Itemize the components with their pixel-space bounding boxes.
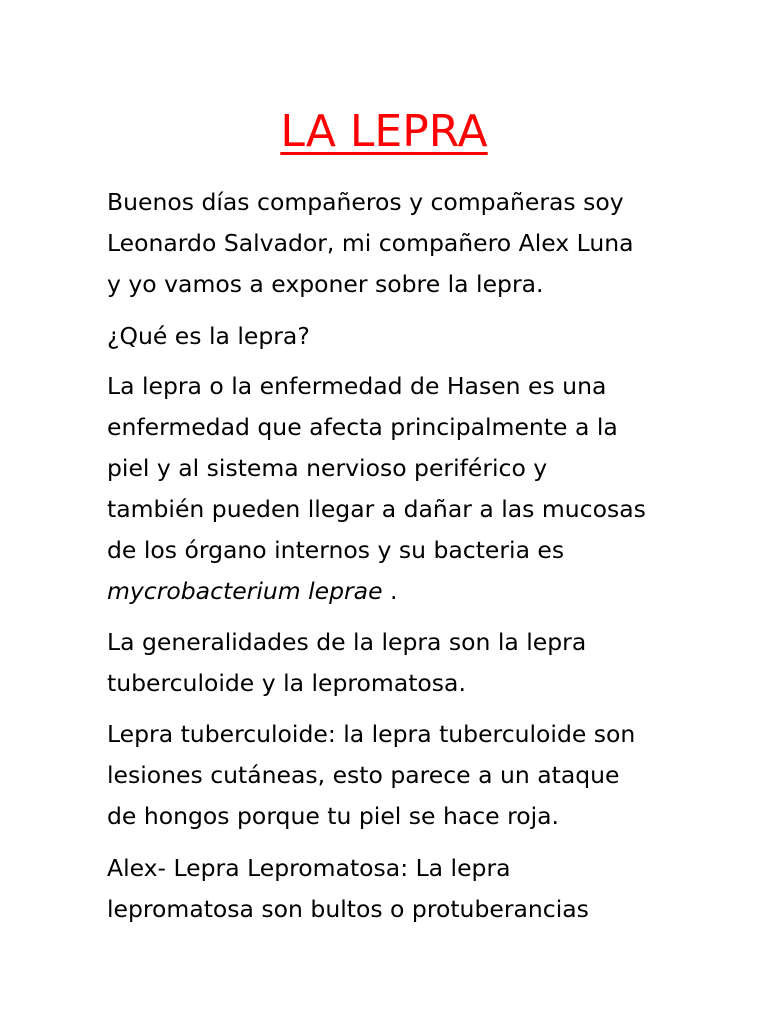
bacteria-name: mycrobacterium leprae — [107, 577, 383, 605]
paragraph-definition — [107, 366, 687, 612]
paragraph-generalities — [107, 622, 687, 704]
paragraph-lepromatous — [107, 848, 687, 930]
text-line: de hongos porque tu piel se hace roja. — [107, 802, 560, 830]
text-line: enfermedad que afecta principalmente a la — [107, 413, 618, 441]
paragraph-question — [107, 316, 687, 357]
text-line: tuberculoide y la lepromatosa. — [107, 669, 466, 697]
text-line-bacteria — [107, 571, 687, 612]
paragraph-greeting — [107, 182, 687, 305]
text-line: La lepra o la enfermedad de Hasen es una — [107, 372, 607, 400]
text-line: Buenos días compañeros y compañeras soy — [107, 188, 624, 216]
paragraph-tuberculoid — [107, 714, 687, 837]
text-line: ¿Qué es la lepra? — [107, 322, 310, 350]
text-line: piel y al sistema nervioso periférico y — [107, 454, 548, 482]
text-line: Lepra tuberculoide: la lepra tuberculoide son — [107, 720, 636, 748]
text-line: lepromatosa son bultos o protuberancias — [107, 895, 589, 923]
text-line: Alex- Lepra Lepromatosa: La lepra — [107, 854, 511, 882]
text-line: también pueden llegar a dañar a las mucosas — [107, 495, 646, 523]
bacteria-suffix: . — [382, 577, 398, 605]
document-title: LA LEPRA — [280, 106, 488, 157]
text-line: lesiones cutáneas, esto parece a un ataque — [107, 761, 620, 789]
text-line: Leonardo Salvador, mi compañero Alex Luna — [107, 229, 634, 257]
text-line: y yo vamos a exponer sobre la lepra. — [107, 270, 544, 298]
text-line: La generalidades de la lepra son la lepra — [107, 628, 587, 656]
text-line: de los órgano internos y su bacteria es — [107, 536, 565, 564]
